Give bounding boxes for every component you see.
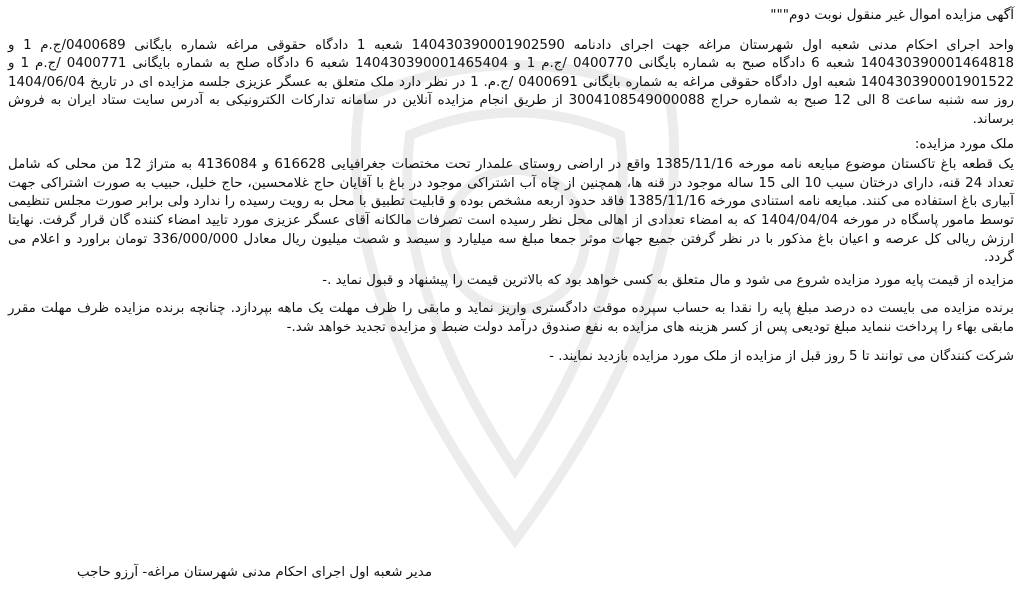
property-description: یک قطعه باغ تاکستان موضوع مبایعه نامه مورخه 1385/11/16 واقع در اراضی روستای علمدار تحت مختصات جغرافیایی 616628 و 4136084 به متراژ 12 من محلی که شامل تعداد 24 قنه، دارای درختان سیب 10 الی 15 ساله موجود در قنه ها، همچنین از چاه آب اشتراکی موجود در باغ با آقایان حاج غلامحسین، حاج خلیل، حبیب به صورت اشتراکی جهت آبیاری باغ استفاده می کنند. مبایعه نامه استنادی مورخه 1385/11/16 فاقد حدود اربعه مشخص بوده و قابلیت تطبیق با محل به رویت رسیده را ندارد ولی برابر صورت مجلس تنظیمی توسط مامور پاسگاه در مورخه 1404/04/04 که به امضاء تعدادی از اهالی محل نظر رسیده است تصرفات مالکانه آقای عسگر عزیزی مورد تایید امضاء کننده گان قرار گرفت. نهایتا ارزش ریالی کل عرصه و اعیان باغ مذکور با در نظر گرفتن جمیع جهات موثر جمعا مبلغ سه میلیارد و سیصد و شصت میلیون ریال معادل 336/000/000 تومان براورد و اعلام می گردد. (8, 157, 1015, 266)
intro-paragraph: واحد اجرای احکام مدنی شعبه اول شهرستان مراغه جهت اجرای دادنامه 140430390001902590 شعبه 1 دادگاه حقوقی مراغه شماره بایگانی 0400689/ج.م 1 و 140430390001464818 شعبه 6 دادگاه صبح به شماره بایگانی 0400770 /ج.م 1 و 140430390001465404 شعبه 6 دادگاه صلح به شماره بایگانی 0400771 /ج.م 1 و 140430390001901522 شعبه اول دادگاه حقوقی مراغه به شماره بایگانی 0400691 /ج.م. 1 در نظر دارد ملک متعلق به عسگر عزیزی جلسه مزایده ای در تاریخ 1404/06/04 روز سه شنبه ساعت 8 الی 12 صبح به شماره حراج 3004108549000088 از طریق انجام مزایده آنلاین در سامانه تدارکات الکترونیکی به آدرس سایت ستاد ایران به فروش برساند. (8, 37, 1015, 127)
signature-line: مدیر شعبه اول اجرای احکام مدنی شهرستان مراغه- آرزو حاجب (76, 565, 432, 580)
condition-start-price: مزایده از قیمت پایه مورد مزایده شروع می شود و مال متعلق به کسی خواهد بود که بالاترین قیمت را پیشنهاد و قبول نماید .- (322, 272, 1014, 288)
property-heading: ملک مورد مزایده: (914, 136, 1014, 152)
condition-deposit: برنده مزایده می بایست ده درصد مبلغ پایه را نقدا به حساب سپرده موقت دادگستری واریز نماید و مابقی را ظرف مهلت یک ماهه بپردازد. چنانچه برنده مزایده ظرف مهلت مقرر مابقی بهاء را پرداخت ننماید مبلغ تودیعی پس از کسر هزینه های مزایده به نفع صندوق درآمد دولت ضبط و مزایده تجدید خواهد شد.- (8, 301, 1014, 335)
notice-title: آگهی مزایده اموال غیر منقول نوبت دوم""" (770, 7, 1014, 23)
condition-visit: شرکت کنندگان می توانند تا 5 روز قبل از مزایده از ملک مورد مزایده بازدید نمایند. - (549, 348, 1014, 364)
